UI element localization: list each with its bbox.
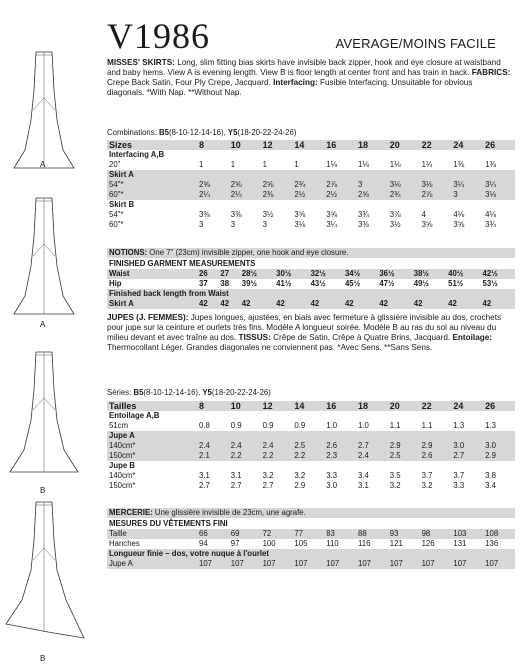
table-cell: 3.0 [451, 441, 483, 451]
table-cell: 18 [356, 401, 388, 411]
mercerie-line [107, 508, 515, 518]
table-cell: 1⅛ [357, 160, 369, 169]
view-label: A [40, 320, 46, 329]
table-cell: 41½ [276, 279, 292, 288]
table-cell: 42 [274, 299, 308, 309]
interfacing-label: Interfacing: [273, 78, 318, 87]
table-cell: 1.0 [326, 421, 338, 430]
difficulty-level: AVERAGE/MOINS FACILE [335, 36, 496, 51]
table-cell: 2.7 [262, 481, 274, 490]
table-cell: 26 [483, 140, 515, 150]
fabrics-label: FABRICS: [471, 68, 511, 77]
table-cell: 2⅝ [261, 180, 293, 190]
table-cell: 1⅜ [485, 160, 497, 169]
section-row [107, 519, 515, 529]
table-cell: 2.1 [197, 451, 229, 461]
table-cell: 42 [446, 299, 480, 309]
table-cell: 1.0 [357, 421, 369, 430]
table-row [107, 421, 515, 431]
entoilage-label: Entoilage: [452, 333, 493, 342]
table-cell: 51½ [448, 279, 464, 288]
table-cell: 2⅞ [420, 190, 452, 200]
table-cell: 2.2 [261, 451, 293, 461]
section-row [107, 259, 515, 269]
table-cell: 2.2 [229, 451, 261, 461]
view-label: B [40, 486, 46, 495]
table-cell: 3.0 [483, 441, 515, 451]
table-cell: 3.2 [294, 471, 306, 480]
table-cell: 45½ [344, 279, 361, 288]
skirt-view-a-back-illustration [0, 196, 96, 326]
table-cell: 2.6 [324, 441, 356, 451]
table-cell: 100 [262, 539, 276, 548]
table-cell: 1 [262, 160, 267, 169]
french-description [107, 313, 512, 353]
table-row [107, 539, 515, 549]
table-cell: 2.4 [197, 441, 229, 451]
skirt-view-a-front-illustration [0, 50, 96, 180]
table-cell: 110 [326, 539, 339, 548]
table-cell: 42 [343, 299, 377, 309]
skirt-b-heading: Skirt B [109, 200, 135, 209]
longueur-heading: Longueur finie – dos, votre nuque à l'ourlet [107, 549, 515, 559]
table-cell: 2.9 [294, 481, 306, 490]
table-row [107, 481, 515, 491]
table-cell: 4⅛ [485, 210, 497, 219]
table-cell: 3¾ [485, 220, 497, 229]
table-cell: 38½ [412, 269, 446, 279]
row-label: Taille [107, 529, 197, 539]
row-label: 60"* [109, 220, 124, 229]
description-body: Jupes longues, ajustées, en biais avec fermeture à glissière invisible au dos, crochets pour jupe sur la ceinture et ourlets très fins. Modèle A longueur soirée. Modèle B au ras du sol au niveau du milieu devant et avec traîne au dos. [107, 313, 502, 342]
row-label: Hip [109, 279, 122, 288]
table-cell: 2.9 [420, 441, 452, 451]
view-label: A [40, 160, 46, 169]
table-cell: 0.9 [262, 421, 274, 430]
description-body: Long, slim fitting bias skirts have invisible back zipper, hook and eye closure at waistband and baby hems. View A is evening length. View B is floor length at center front and has train in back. [107, 58, 501, 77]
table-cell: 126 [421, 539, 435, 548]
mercerie-body: Une glissière invisible de 23cm, une agrafe. [152, 508, 306, 517]
row-label: 54"* [109, 210, 124, 219]
table-cell: 42 [481, 299, 515, 309]
table-cell: 4⅛ [453, 210, 465, 219]
table-cell: 3¼ [326, 220, 338, 229]
table-cell: 2⅝ [229, 180, 261, 190]
table-cell: 40½ [446, 269, 480, 279]
pattern-number: V1986 [107, 16, 210, 56]
combinations-label: Combinations: [107, 128, 160, 137]
row-label: Skirt A [107, 299, 197, 309]
table-cell: 28½ [240, 269, 274, 279]
section-row [107, 431, 515, 441]
table-cell: 105 [294, 539, 308, 548]
table-cell: 8 [197, 401, 229, 411]
table-cell: 107 [420, 559, 452, 569]
table-cell: 42 [218, 299, 239, 309]
table-cell: 3⅝ [453, 220, 465, 229]
table-cell: 3.2 [421, 481, 433, 490]
table-cell: 20 [388, 401, 420, 411]
table-cell: 53½ [482, 279, 498, 288]
table-cell: 1.3 [453, 421, 465, 430]
table-cell: 3.8 [485, 471, 497, 480]
table-cell: 3⅛ [483, 190, 515, 200]
table-cell: 3.3 [453, 481, 465, 490]
table-row [107, 299, 515, 309]
table-cell: 38 [220, 279, 230, 288]
jupe-b-heading: Jupe B [109, 461, 135, 470]
table-cell: 42 [240, 299, 274, 309]
table-cell: 107 [388, 559, 420, 569]
table-cell: 2.7 [199, 481, 210, 490]
table-cell: 0.9 [230, 421, 242, 430]
table-cell: 107 [356, 559, 388, 569]
table-cell: 66 [197, 529, 229, 539]
table-cell: 2⅞ [324, 180, 356, 190]
notions-label: NOTIONS: [109, 248, 148, 257]
table-cell: 2¼ [229, 190, 261, 200]
mercerie-label: MERCERIE: [109, 508, 153, 517]
table-cell: 3.7 [421, 471, 433, 480]
table-cell: 107 [292, 559, 324, 569]
mesures-heading: MESURES DU VÊTEMENTS FINI [109, 519, 228, 528]
table-cell: 2.4 [229, 441, 261, 451]
table-cell: 20 [388, 140, 420, 150]
table-cell: 107 [483, 559, 515, 569]
combo-b5: B5 [159, 128, 169, 137]
table-row [107, 529, 515, 539]
table-cell: 2.4 [356, 451, 388, 461]
table-cell: 3 [451, 190, 483, 200]
table-cell: 116 [357, 539, 371, 548]
table-cell: 3.4 [357, 471, 369, 480]
section-row [107, 411, 515, 421]
table-cell: 3⅛ [294, 220, 306, 229]
table-cell: 1 [230, 160, 236, 169]
table-cell: 36½ [377, 269, 411, 279]
table-cell: 3.7 [453, 471, 465, 480]
table-row [107, 210, 515, 220]
table-cell: 2.3 [324, 451, 356, 461]
jupe-a-heading: Jupe A [107, 431, 515, 441]
table-cell: 2.4 [261, 441, 293, 451]
table-cell: 2.5 [388, 451, 420, 461]
table-cell: 1⅛ [389, 160, 401, 169]
table-cell: 8 [197, 140, 229, 150]
table-cell: 3.3 [326, 471, 338, 480]
table-cell: 2.9 [483, 451, 515, 461]
table-cell: 3 [199, 220, 204, 229]
table-cell: 2.7 [230, 481, 242, 490]
table-cell: 10 [229, 401, 261, 411]
table-cell: 1⅜ [453, 160, 465, 169]
finished-measurements-heading: FINISHED GARMENT MEASUREMENTS [109, 259, 256, 268]
table-cell: 42 [412, 299, 446, 309]
table-cell: 93 [388, 529, 420, 539]
table-cell: 43½ [310, 279, 326, 288]
sizes-label: Tailles [107, 401, 197, 411]
table-cell: 98 [420, 529, 452, 539]
tissus-body: Crêpe de Satin, Crêpe à Quatre Brins, Jacquard. [270, 333, 453, 342]
table-cell: 3⅜ [230, 210, 242, 219]
row-label: Jupe A [107, 559, 197, 569]
combinations-line [107, 128, 296, 137]
row-label: 51cm [109, 421, 129, 430]
series-label: Séries: [107, 388, 134, 397]
notions-body: One 7" (23cm) invisible zipper, one hook and eye closure. [147, 248, 349, 257]
table-cell: 42 [377, 299, 411, 309]
section-row [107, 200, 515, 210]
table-cell: 37 [199, 279, 208, 288]
table-cell: 3¼ [483, 180, 515, 190]
table-cell: 18 [356, 140, 388, 150]
french-metrage-table [107, 401, 515, 491]
table-cell: 22 [420, 140, 452, 150]
english-yardage-table [107, 140, 515, 230]
series-line [107, 388, 271, 397]
series-b5: B5 [133, 388, 144, 397]
description-lead: JUPES (J. FEMMES): [107, 313, 189, 322]
row-label: Waist [107, 269, 197, 279]
table-cell: 3 [356, 180, 388, 190]
table-cell: 0.8 [199, 421, 210, 430]
table-cell: 2¾ [388, 190, 420, 200]
table-cell: 34½ [343, 269, 377, 279]
section-row [107, 170, 515, 180]
tissus-label: TISSUS: [238, 333, 271, 342]
table-cell: 136 [485, 539, 499, 548]
table-row [107, 559, 515, 569]
table-cell: 3⅞ [389, 210, 401, 219]
table-cell: 107 [229, 559, 261, 569]
table-cell: 3⅛ [420, 180, 452, 190]
row-label: 150cm* [107, 451, 197, 461]
table-cell: 3⅝ [326, 210, 338, 219]
table-cell: 88 [356, 529, 388, 539]
table-cell: 94 [199, 539, 208, 548]
row-label: 150cm* [109, 481, 136, 490]
table-cell: 2⅝ [356, 190, 388, 200]
table-cell: 3⅜ [199, 210, 210, 219]
table-row [107, 190, 515, 200]
table-cell: 47½ [379, 279, 395, 288]
table-cell: 24 [451, 401, 483, 411]
fabrics-body: Crepe Back Satin, Four Ply Crepe, Jacquard. [107, 78, 274, 87]
table-cell: 24 [451, 140, 483, 150]
back-length-heading: Finished back length from Waist [107, 289, 515, 299]
table-cell: 77 [292, 529, 324, 539]
combo-y5: Y5 [227, 128, 238, 137]
table-cell: 16 [324, 140, 356, 150]
french-mesures-table [107, 519, 515, 569]
table-cell: 3 [230, 220, 236, 229]
table-cell: 39½ [241, 279, 257, 288]
table-row [107, 269, 515, 279]
table-cell: 3¾ [357, 210, 369, 219]
table-cell: 3⅜ [357, 220, 369, 229]
english-measurements-table [107, 259, 515, 309]
table-cell: 14 [292, 401, 324, 411]
view-label: B [40, 654, 46, 663]
section-row [107, 289, 515, 299]
table-cell: 3½ [262, 210, 274, 219]
table-cell: 10 [229, 140, 261, 150]
table-cell: 14 [292, 140, 324, 150]
table-cell: 2¼ [197, 190, 229, 200]
section-row [107, 549, 515, 559]
table-cell: 107 [324, 559, 356, 569]
series-b5-sizes: (8-10-12-14-16), [143, 388, 203, 397]
table-row [107, 140, 515, 150]
table-cell: 1 [294, 160, 299, 169]
table-cell: 131 [453, 539, 467, 548]
table-cell: 3.2 [262, 471, 274, 480]
table-cell: 3½ [389, 220, 401, 229]
table-cell: 3⅝ [294, 210, 306, 219]
table-cell: 2⅜ [261, 190, 293, 200]
table-cell: 1.3 [485, 421, 497, 430]
table-cell: 83 [324, 529, 356, 539]
entoilage-body: Thermocollant Léger. Grandes diagonales ne conviennent pas. *Avec Sens. **Sans Sens. [107, 343, 433, 352]
table-cell: 16 [324, 401, 356, 411]
table-row [107, 279, 515, 289]
table-cell: 107 [261, 559, 293, 569]
table-cell: 108 [483, 529, 515, 539]
interfacing-body: Fusible Interfacing. Unsuitable for obvious diagonals. *With Nap. **Without Nap. [107, 78, 473, 97]
skirt-view-b-front-illustration [0, 350, 96, 480]
table-cell: 26 [483, 401, 515, 411]
table-cell: 2.7 [356, 441, 388, 451]
table-cell: 3.5 [389, 471, 401, 480]
table-cell: 32½ [309, 269, 343, 279]
table-cell: 27 [218, 269, 239, 279]
table-row [107, 180, 515, 190]
table-row [107, 160, 515, 170]
table-cell: 49½ [413, 279, 429, 288]
table-cell: 97 [230, 539, 240, 548]
table-cell: 2.9 [388, 441, 420, 451]
table-row [107, 401, 515, 411]
row-label: 20" [109, 160, 121, 169]
row-label: Hanches [109, 539, 140, 548]
english-description [107, 58, 512, 98]
table-cell: 42 [197, 299, 218, 309]
table-cell: 42½ [481, 269, 515, 279]
table-cell: 42 [309, 299, 343, 309]
table-cell: 2.5 [292, 441, 324, 451]
table-cell: 2⅝ [197, 180, 229, 190]
view-illustrations [0, 50, 96, 668]
interfacing-heading: Interfacing A,B [109, 150, 165, 159]
row-label: 140cm* [107, 441, 197, 451]
table-cell: 2¾ [292, 180, 324, 190]
combo-y5-sizes: (18-20-22-24-26) [237, 128, 297, 137]
row-label: 54"* [107, 180, 197, 190]
table-cell: 107 [451, 559, 483, 569]
table-cell: 2.7 [451, 451, 483, 461]
table-row [107, 441, 515, 451]
table-cell: 1.1 [389, 421, 401, 430]
table-cell: 12 [261, 140, 293, 150]
table-cell: 3.1 [230, 471, 242, 480]
table-row [107, 451, 515, 461]
table-cell: 3.0 [326, 481, 338, 490]
description-lead: MISSES' SKIRTS: [107, 58, 175, 67]
table-cell: 3⅝ [421, 220, 433, 229]
table-cell: 2.2 [292, 451, 324, 461]
notions-line [107, 248, 515, 258]
row-label: 140cm* [109, 471, 136, 480]
table-cell: 121 [389, 539, 403, 548]
table-cell: 1⅛ [326, 160, 338, 169]
table-cell: 1.1 [421, 421, 433, 430]
table-cell: 1¼ [421, 160, 433, 169]
skirt-view-b-back-illustration [0, 500, 96, 650]
table-cell: 3 [262, 220, 267, 229]
table-row [107, 220, 515, 230]
row-label: 60"* [107, 190, 197, 200]
table-row [107, 471, 515, 481]
table-cell: 0.9 [294, 421, 306, 430]
section-row [107, 150, 515, 160]
table-cell: 3.1 [357, 481, 369, 490]
sizes-label: Sizes [107, 140, 197, 150]
table-cell: 2½ [292, 190, 324, 200]
table-cell: 2.6 [420, 451, 452, 461]
table-cell: 30½ [274, 269, 308, 279]
table-cell: 72 [261, 529, 293, 539]
table-cell: 2½ [324, 190, 356, 200]
table-cell: 69 [229, 529, 261, 539]
table-cell: 22 [420, 401, 452, 411]
series-y5-sizes: (18-20-22-24-26) [211, 388, 271, 397]
table-cell: 4 [421, 210, 426, 219]
skirt-a-heading: Skirt A [107, 170, 515, 180]
table-cell: 26 [197, 269, 218, 279]
table-cell: 3.1 [199, 471, 210, 480]
section-row [107, 461, 515, 471]
combo-b5-sizes: (8-10-12-14-16), [168, 128, 228, 137]
table-cell: 3⅛ [388, 180, 420, 190]
series-y5: Y5 [202, 388, 212, 397]
table-cell: 103 [451, 529, 483, 539]
table-cell: 3¼ [451, 180, 483, 190]
table-cell: 1 [199, 160, 204, 169]
table-cell: 12 [261, 401, 293, 411]
table-cell: 3.2 [389, 481, 401, 490]
table-cell: 107 [197, 559, 229, 569]
table-cell: 3.4 [485, 481, 497, 490]
entoilage-heading: Entoilage A,B [109, 411, 160, 420]
